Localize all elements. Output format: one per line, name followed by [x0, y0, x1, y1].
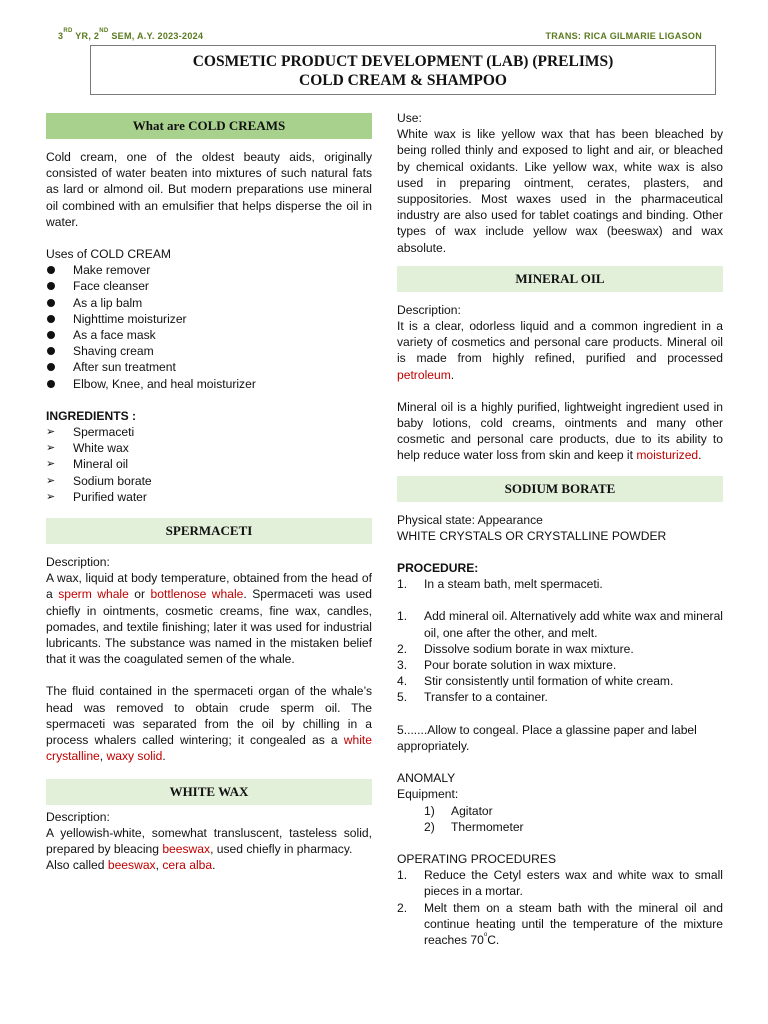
procedure-step: [397, 689, 723, 705]
step-text-tail: C.: [487, 932, 500, 947]
physical-state-label: Physical state: Appearance: [397, 512, 543, 527]
step-number: 2.: [397, 641, 408, 656]
step-text: Stir consistently until formation of white cream.: [424, 674, 674, 689]
step-text: Add mineral oil. Alternatively add white wax and mineral oil, one after the other, and melt.: [424, 609, 723, 640]
step-text: Melt them on a steam bath with the mineral oil and continue heating until the temperature of the mixture reaches 70: [424, 900, 723, 947]
equipment-text: Thermometer: [451, 819, 524, 834]
operating-step: [397, 867, 723, 899]
white-wax-paragraph-1: A yellowish-white, somewhat transluscent, tasteless solid, prepared by bleacing beeswax, used chiefly in pharmacy.: [46, 825, 372, 856]
equipment-text: Agitator: [451, 803, 493, 818]
degree-symbol: o: [483, 931, 488, 938]
section-heading-mineral-oil: MINERAL OIL: [397, 266, 723, 292]
equipment-number: 1): [424, 803, 435, 818]
spermaceti-description-label: Description:: [46, 555, 110, 570]
equipment-number: 2): [424, 819, 435, 834]
title-line-2: COLD CREAM & SHAMPOO: [299, 72, 507, 89]
procedure-step: [397, 673, 723, 689]
procedure-step: [397, 657, 723, 673]
ingredients-label: INGREDIENTS :: [46, 408, 137, 423]
step-text: Reduce the Cetyl esters wax and white wax to small pieces in a mortar.: [424, 868, 723, 899]
ingredient-item: ➢ White wax: [46, 440, 372, 456]
operating-step: [397, 900, 723, 949]
section-heading-sodium-borate: SODIUM BORATE: [397, 476, 723, 502]
step-number: 1.: [397, 868, 408, 883]
document-title: [90, 45, 716, 95]
ingredient-item: ➢ Sodium borate: [46, 473, 372, 489]
equipment-label: Equipment:: [397, 787, 459, 802]
operating-procedures-label: OPERATING PROCEDURES: [397, 851, 557, 866]
operating-procedures-list: [397, 867, 723, 948]
right-column: [397, 110, 723, 948]
title-line-1: COSMETIC PRODUCT DEVELOPMENT (LAB) (PRELIMS): [192, 53, 614, 70]
step-number: 5.: [397, 690, 408, 705]
step-number: 1.: [397, 609, 408, 624]
step-number: 3.: [397, 658, 408, 673]
spermaceti-paragraph-1: A wax, liquid at body temperature, obtained from the head of a sperm whale or bottlenose whale. Spermaceti was used chiefly in ointments, cosmetic creams, fine wax, candles, pomades, and textile finishing; later it was used for industrial lubricants. The substance was named in the mistaken belief that it was the coagulated semen of the whale.: [46, 571, 373, 667]
header-semester: 3RD YR, 2ND SEM, A.Y. 2023-2024: [58, 28, 204, 41]
procedure-step-5-note: 5.......Allow to congeal. Place a glassine paper and label appropriately.: [397, 722, 697, 753]
equipment-item: [424, 803, 723, 819]
procedure-step: [397, 641, 723, 657]
equipment-list: [397, 803, 723, 835]
step-number: 4.: [397, 674, 408, 689]
header-transcriber: TRANS: RICA GILMARIE LIGASON: [545, 31, 702, 41]
white-wax-description-label: Description:: [46, 809, 110, 824]
use-item: As a lip balm: [46, 295, 372, 311]
procedure-first-step: [397, 576, 723, 592]
white-wax-use-label: Use:: [397, 111, 422, 125]
physical-state-value: WHITE CRYSTALS OR CRYSTALLINE POWDER: [397, 528, 667, 543]
step-text: Transfer to a container.: [424, 690, 548, 705]
use-item: After sun treatment: [46, 359, 372, 375]
section-heading-white-wax: WHITE WAX: [46, 779, 372, 805]
use-item: Elbow, Knee, and heal moisturizer: [46, 376, 372, 392]
equipment-item: [424, 819, 723, 835]
white-wax-use-text: White wax is like yellow wax that has been bleached by being rolled thinly and exposed to light and air, or bleached by chemical oxidants. Like yellow wax, white wax is also used in preparing ointment, cerates, plasters, and suppositories. Most waxes used in the pharmaceutical industry are also used for tablet coatings and binding. Other types of wax include yellow wax (beeswax) and wax absolute.: [397, 127, 723, 255]
procedure-step: 1. In a steam bath, melt spermaceti.: [397, 577, 603, 592]
uses-label: Uses of COLD CREAM: [46, 247, 171, 262]
ingredients-list: [46, 424, 372, 505]
white-wax-paragraph-2: Also called beeswax, cera alba.: [46, 858, 216, 873]
use-item: Make remover: [46, 262, 372, 278]
use-item: Face cleanser: [46, 278, 372, 294]
cold-cream-intro: Cold cream, one of the oldest beauty aids, originally consisted of water beaten into mixtures of such natural fats as lard or almond oil. But modern preparations use mineral oil combined with an emulsifier that helps disperse the oil in water.: [46, 150, 372, 229]
procedure-label: PROCEDURE:: [397, 561, 479, 576]
step-text: Pour borate solution in wax mixture.: [424, 658, 617, 673]
step-text: Dissolve sodium borate in wax mixture.: [424, 641, 634, 656]
mineral-oil-paragraph-1: It is a clear, odorless liquid and a common ingredient in a variety of cosmetics and personal care products. Mineral oil is made from highly refined, purified and processed petroleum.: [397, 319, 723, 382]
use-item: Shaving cream: [46, 343, 372, 359]
mineral-oil-paragraph-2: Mineral oil is a highly purified, lightweight ingredient used in baby lotions, cold creams, ointments and many other cosmetic and personal care products, due to its ability to help reduce water loss from skin and keep it moisturized.: [397, 399, 723, 463]
anomaly-label: ANOMALY: [397, 771, 456, 786]
procedure-step: [397, 608, 723, 640]
section-heading-cold-creams: What are COLD CREAMS: [46, 113, 372, 139]
uses-list: [46, 262, 372, 392]
step-number: 2.: [397, 900, 408, 915]
procedure-list: [397, 608, 723, 705]
use-item: Nighttime moisturizer: [46, 311, 372, 327]
ingredient-item: ➢ Mineral oil: [46, 456, 372, 472]
use-item: As a face mask: [46, 327, 372, 343]
ingredient-item: ➢ Spermaceti: [46, 424, 372, 440]
section-heading-spermaceti: SPERMACETI: [46, 518, 372, 544]
left-column: [46, 113, 372, 873]
spermaceti-paragraph-2: The fluid contained in the spermaceti organ of the whale’s head was removed to obtain crude sperm oil. The spermaceti was separated from the oil by chilling in a process whalers called wintering; it congealed as a white crystalline, waxy solid.: [46, 684, 372, 764]
mineral-oil-description-label: Description:: [397, 302, 461, 317]
ingredient-item: ➢ Purified water: [46, 489, 372, 505]
